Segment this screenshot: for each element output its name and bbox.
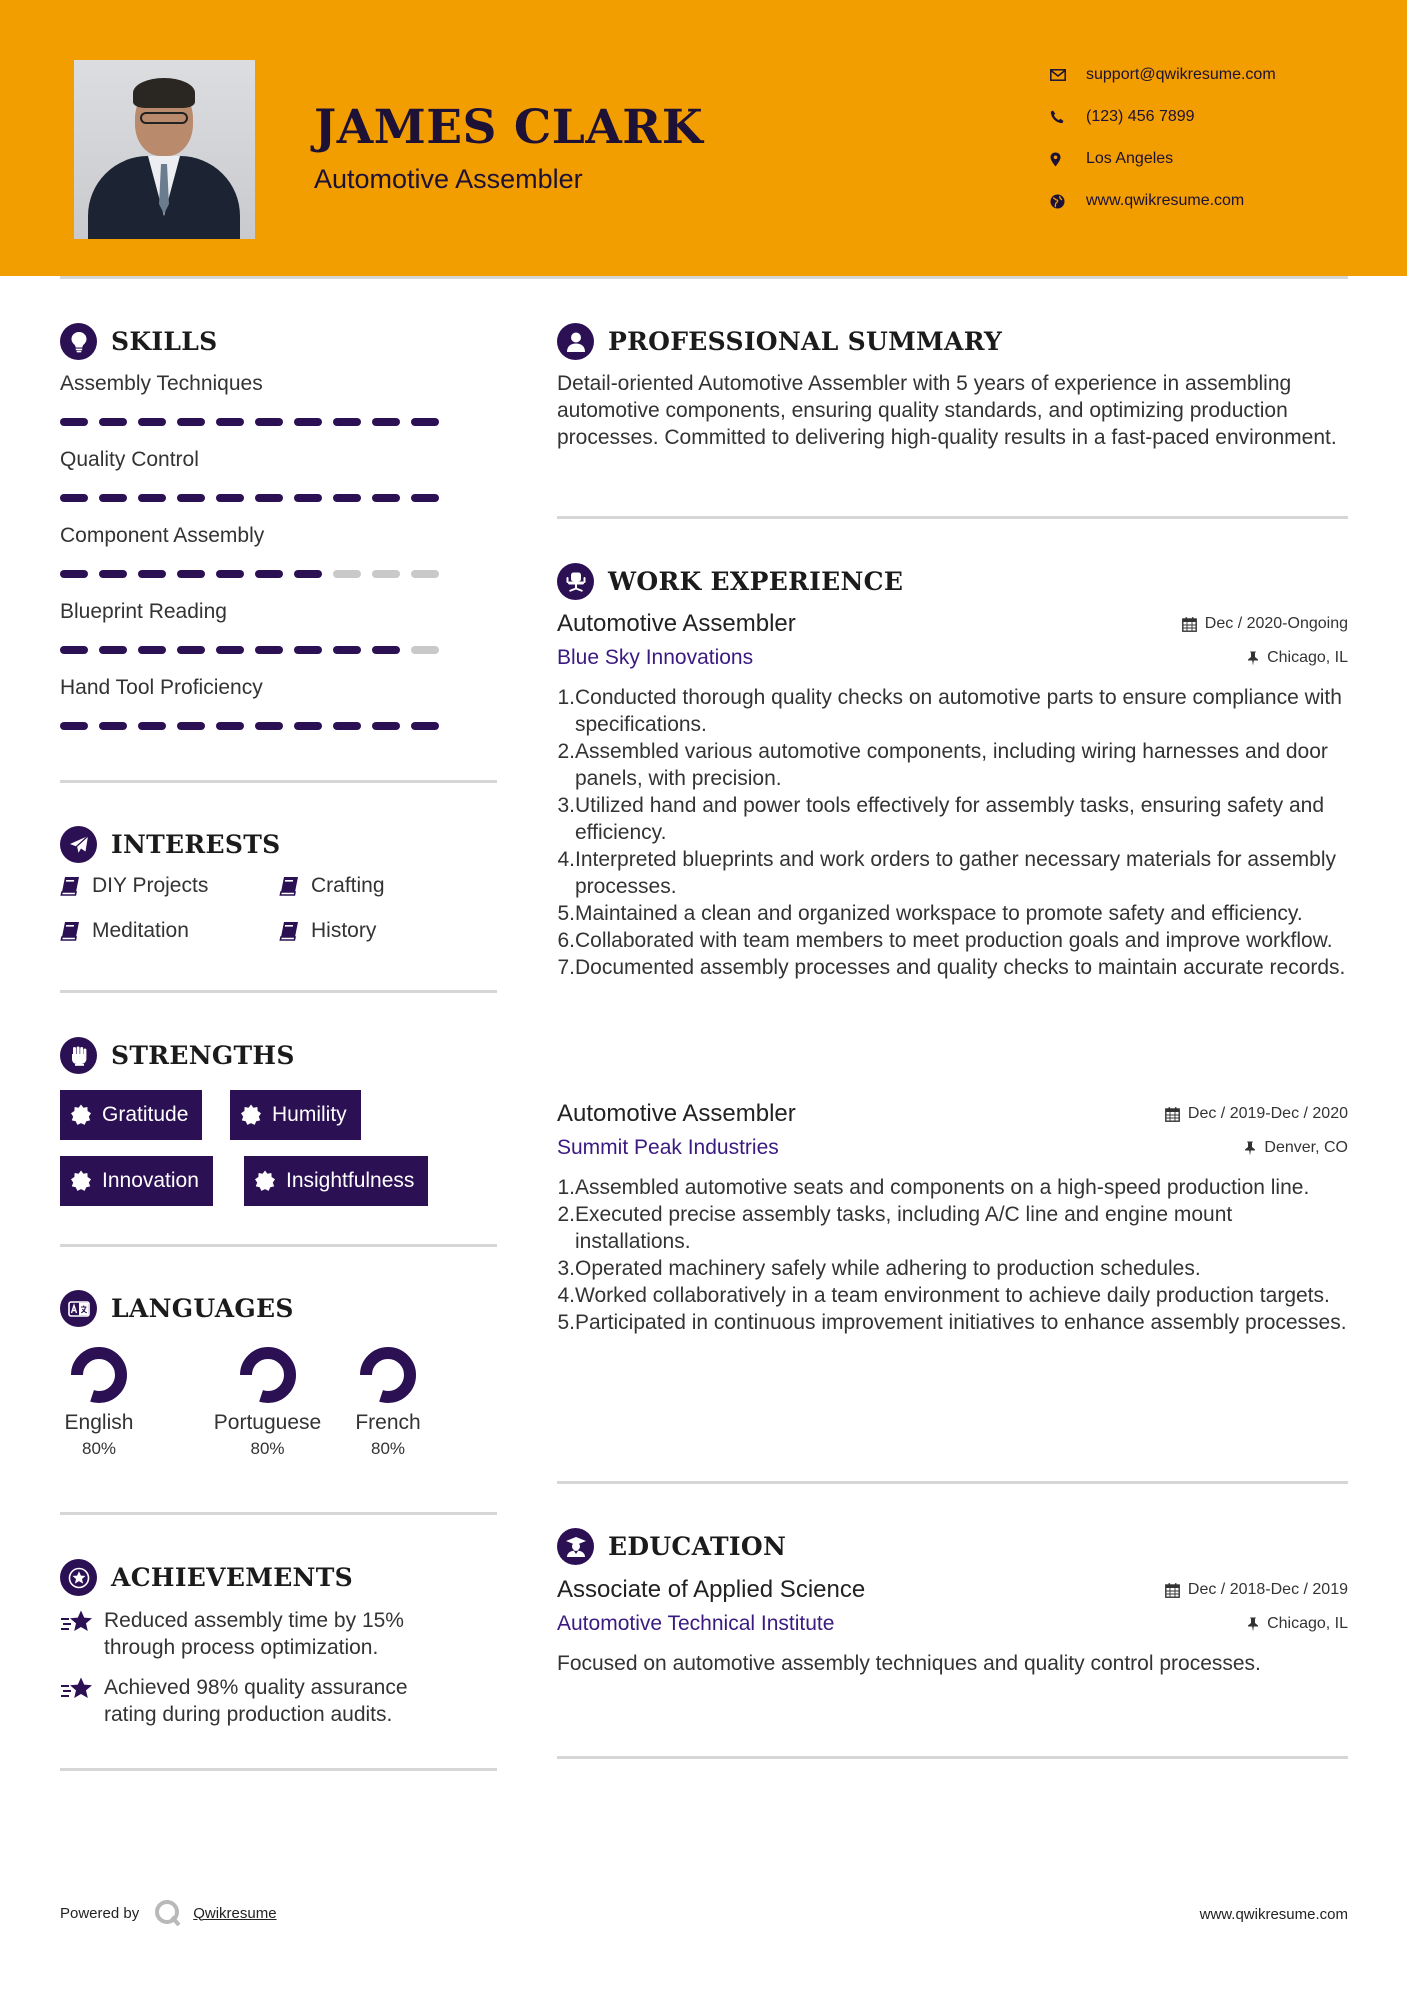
job-bullets — [557, 684, 1348, 981]
office-chair-icon — [557, 563, 594, 600]
section-divider — [60, 990, 497, 993]
skill-level-dot — [333, 570, 361, 578]
skill-level-dot — [255, 646, 283, 654]
map-pin-icon — [1050, 152, 1086, 167]
job-location-text: Chicago, IL — [1267, 649, 1348, 666]
skill-level-dot — [177, 494, 205, 502]
section-divider — [60, 1244, 497, 1247]
skill-level-dot — [177, 570, 205, 578]
job-role: Automotive Assembler — [557, 1100, 796, 1127]
section-divider — [557, 1756, 1348, 1759]
school-name: Automotive Technical Institute — [557, 1612, 835, 1635]
candidate-name: JAMES CLARK — [314, 100, 704, 155]
education-title: EDUCATION — [608, 1532, 787, 1561]
job-entry — [557, 1100, 1348, 1336]
contact-phone-text: (123) 456 7899 — [1086, 108, 1195, 125]
calendar-icon — [1165, 1583, 1180, 1598]
skill-level-dot — [411, 646, 439, 654]
job-bullet: 4. Worked collaboratively in a team environment to achieve daily production targets. — [557, 1284, 1330, 1307]
interest-item — [279, 874, 385, 898]
skill-level-dot — [333, 722, 361, 730]
job-date-text: Dec / 2019-Dec / 2020 — [1187, 1105, 1348, 1122]
strength-chip — [60, 1156, 213, 1206]
section-divider — [557, 516, 1348, 519]
powered-by-label: Powered by — [60, 1904, 140, 1922]
skill-level-dot — [99, 646, 127, 654]
phone-icon — [1050, 110, 1086, 124]
job-role: Automotive Assembler — [557, 610, 796, 637]
company-name: Blue Sky Innovations — [557, 646, 754, 669]
skill-level-dot — [216, 570, 244, 578]
language-name: Portuguese — [213, 1411, 322, 1434]
strengths-title: STRENGTHS — [111, 1041, 295, 1070]
education-entry — [557, 1576, 1348, 1677]
lightbulb-icon — [60, 323, 97, 360]
strength-label: Gratitude — [102, 1103, 189, 1126]
skill-level-dot — [255, 418, 283, 426]
interest-item — [279, 919, 376, 943]
skill-level-dot — [216, 494, 244, 502]
experience-title: WORK EXPERIENCE — [608, 567, 904, 596]
skill-level-dot — [372, 494, 400, 502]
skill-level-dot — [177, 722, 205, 730]
skill-level-dot — [411, 494, 439, 502]
contact-website-text: www.qwikresume.com — [1086, 192, 1245, 209]
skill-level-dot — [216, 646, 244, 654]
skill-level-dot — [177, 646, 205, 654]
job-location — [1244, 1139, 1348, 1157]
skill-level-dot — [138, 418, 166, 426]
education-heading — [557, 1528, 786, 1565]
star-icon — [60, 1609, 94, 1635]
header-divider — [60, 276, 1348, 279]
qwikresume-logo-icon — [153, 1898, 183, 1928]
strength-chip — [244, 1156, 428, 1206]
education-degree: Associate of Applied Science — [557, 1576, 866, 1603]
job-location-text: Denver, CO — [1264, 1139, 1348, 1156]
strength-chip — [230, 1090, 361, 1140]
skills-heading — [60, 323, 218, 360]
section-divider — [557, 1481, 1348, 1484]
language-percent: 80% — [370, 1439, 406, 1458]
badge-icon — [70, 1170, 92, 1192]
section-divider — [60, 1512, 497, 1515]
skill-level-dot — [333, 418, 361, 426]
interests-heading — [60, 826, 280, 863]
qwikresume-link[interactable]: Qwikresume — [193, 1904, 277, 1922]
pushpin-icon — [1247, 1617, 1259, 1632]
languages-title: LANGUAGES — [111, 1294, 294, 1323]
skill-level-dot — [255, 722, 283, 730]
skill-label: Hand Tool Proficiency — [60, 676, 263, 699]
language-percent: 80% — [250, 1439, 285, 1458]
job-bullet: 4. Interpreted blueprints and work orders to gather necessary materials for assembly processes. — [557, 848, 1337, 898]
book-icon — [60, 921, 80, 941]
job-bullet: 1. Assembled automotive seats and components on a high-speed production line. — [557, 1176, 1310, 1199]
skill-level-dot — [138, 494, 166, 502]
skill-level-dot — [216, 722, 244, 730]
section-divider — [60, 780, 497, 783]
badge-icon — [240, 1104, 262, 1126]
skill-level-bar — [60, 722, 450, 730]
job-bullet: 6. Collaborated with team members to meet production goals and improve workflow. — [557, 929, 1333, 952]
skill-level-dot — [99, 722, 127, 730]
footer-website[interactable]: www.qwikresume.com — [1199, 1906, 1348, 1923]
skill-label: Quality Control — [60, 448, 199, 471]
skill-item — [60, 676, 450, 730]
skill-item — [60, 448, 450, 502]
skill-level-dot — [99, 418, 127, 426]
job-date — [1165, 1105, 1348, 1123]
strength-label: Insightfulness — [286, 1169, 415, 1192]
contact-email[interactable] — [1050, 54, 1276, 96]
education-description: Focused on automotive assembly techniques and quality control processes. — [557, 1652, 1261, 1675]
skill-level-dot — [255, 494, 283, 502]
skill-label: Blueprint Reading — [60, 600, 227, 623]
interest-label: History — [311, 919, 377, 942]
job-bullet: 5. Maintained a clean and organized workspace to promote safety and efficiency. — [557, 902, 1303, 925]
strength-chip — [60, 1090, 202, 1140]
education-location — [1247, 1615, 1348, 1633]
interests-title: INTERESTS — [111, 830, 281, 859]
skill-level-dot — [138, 722, 166, 730]
skill-level-dot — [138, 646, 166, 654]
achievement-item — [60, 1607, 460, 1661]
badge-icon — [70, 1104, 92, 1126]
book-icon — [60, 876, 80, 896]
footer-powered-by — [60, 1898, 277, 1928]
education-location-text: Chicago, IL — [1267, 1615, 1348, 1632]
star-icon — [60, 1676, 94, 1702]
graduate-icon — [557, 1528, 594, 1565]
interest-label: Meditation — [92, 919, 189, 942]
achievements-title: ACHIEVEMENTS — [111, 1563, 353, 1592]
skill-label: Assembly Techniques — [60, 372, 263, 395]
strengths-heading — [60, 1037, 295, 1074]
skill-level-dot — [372, 570, 400, 578]
job-bullets — [557, 1174, 1348, 1336]
contact-location-text: Los Angeles — [1086, 150, 1174, 167]
skill-level-dot — [372, 722, 400, 730]
skill-level-dot — [138, 570, 166, 578]
interest-item — [60, 919, 189, 943]
pushpin-icon — [1244, 1141, 1256, 1156]
company-name: Summit Peak Industries — [557, 1136, 779, 1159]
job-bullet: 7. Documented assembly processes and quality checks to maintain accurate records. — [557, 956, 1346, 979]
skill-item — [60, 372, 450, 426]
job-bullet: 2. Assembled various automotive components, including wiring harnesses and door panels, with precision. — [557, 740, 1328, 790]
book-icon — [279, 876, 299, 896]
skill-level-dot — [60, 418, 88, 426]
contact-location — [1050, 138, 1276, 180]
interest-label: DIY Projects — [92, 874, 209, 897]
job-date — [1182, 615, 1348, 633]
language-proficiency-ring — [69, 1345, 129, 1405]
skills-title: SKILLS — [111, 327, 218, 356]
achievement-text: Reduced assembly time by 15% through process optimization. — [104, 1609, 404, 1659]
skill-level-dot — [255, 570, 283, 578]
calendar-icon — [1182, 617, 1197, 632]
interest-item — [60, 874, 208, 898]
achievements-heading — [60, 1559, 353, 1596]
skill-level-dot — [294, 494, 322, 502]
contact-email-text: support@qwikresume.com — [1086, 66, 1276, 83]
education-date-text: Dec / 2018-Dec / 2019 — [1187, 1581, 1348, 1598]
candidate-title: Automotive Assembler — [314, 164, 583, 194]
language-percent: 80% — [81, 1439, 117, 1458]
strength-label: Humility — [272, 1103, 347, 1126]
language-proficiency-ring — [238, 1345, 298, 1405]
skill-level-bar — [60, 494, 450, 502]
strength-label: Innovation — [102, 1169, 199, 1192]
job-bullet: 1. Conducted thorough quality checks on automotive parts to ensure compliance with specifications. — [557, 686, 1342, 736]
summary-title: PROFESSIONAL SUMMARY — [608, 327, 1003, 356]
skill-level-dot — [294, 418, 322, 426]
skill-item — [60, 524, 450, 578]
skill-level-dot — [99, 570, 127, 578]
language-icon — [60, 1290, 97, 1327]
language-name: French — [355, 1411, 421, 1434]
language-proficiency-ring — [358, 1345, 418, 1405]
raised-fist-icon — [60, 1037, 97, 1074]
skill-level-dot — [333, 646, 361, 654]
achievement-text: Achieved 98% quality assurance rating during production audits. — [104, 1676, 408, 1726]
star-badge-icon — [60, 1559, 97, 1596]
education-date — [1165, 1581, 1348, 1599]
user-icon — [557, 323, 594, 360]
calendar-icon — [1165, 1107, 1180, 1122]
skill-level-bar — [60, 570, 450, 578]
interest-label: Crafting — [311, 874, 385, 897]
section-divider — [60, 1768, 497, 1771]
achievement-item — [60, 1674, 460, 1728]
job-bullet: 2. Executed precise assembly tasks, including A/C line and engine mount installations. — [557, 1203, 1233, 1253]
skill-level-dot — [294, 570, 322, 578]
skill-level-dot — [372, 646, 400, 654]
skill-level-dot — [294, 722, 322, 730]
skill-item — [60, 600, 450, 654]
skill-level-dot — [60, 494, 88, 502]
language-ring-arc — [366, 1353, 410, 1397]
language-name: English — [64, 1411, 134, 1434]
skill-level-dot — [60, 722, 88, 730]
skill-level-dot — [177, 418, 205, 426]
envelope-icon — [1050, 69, 1086, 81]
badge-icon — [254, 1170, 276, 1192]
job-bullet: 3. Utilized hand and power tools effectively for assembly tasks, ensuring safety and efficiency. — [557, 794, 1325, 844]
experience-heading — [557, 563, 903, 600]
skill-label: Component Assembly — [60, 524, 265, 547]
skill-level-dot — [411, 418, 439, 426]
summary-text: Detail-oriented Automotive Assembler with 5 years of experience in assembling automotive components, ensuring quality standards, and optimizing production processes. Committed to delivering high-quality results in a fast-paced environment. — [557, 372, 1337, 449]
skill-level-dot — [411, 570, 439, 578]
skill-level-dot — [60, 646, 88, 654]
languages-heading — [60, 1290, 294, 1327]
job-date-text: Dec / 2020-Ongoing — [1204, 615, 1348, 632]
job-bullet: 5. Participated in continuous improvement initiatives to enhance assembly processes. — [557, 1311, 1347, 1334]
language-item — [347, 1345, 429, 1459]
skill-level-dot — [411, 722, 439, 730]
skill-level-dot — [216, 418, 244, 426]
job-entry — [557, 610, 1348, 981]
resume-header — [0, 0, 1407, 276]
skill-level-dot — [294, 646, 322, 654]
skill-level-dot — [333, 494, 361, 502]
skill-level-dot — [372, 418, 400, 426]
book-icon — [279, 921, 299, 941]
job-bullet: 3. Operated machinery safely while adhering to production schedules. — [557, 1257, 1201, 1280]
paper-plane-icon — [60, 826, 97, 863]
language-ring-arc — [77, 1353, 121, 1397]
language-item — [60, 1345, 138, 1459]
skill-level-bar — [60, 418, 450, 426]
skill-level-bar — [60, 646, 450, 654]
contact-website[interactable] — [1050, 180, 1276, 222]
skill-level-dot — [99, 494, 127, 502]
summary-heading — [557, 323, 1002, 360]
pushpin-icon — [1247, 651, 1259, 666]
job-location — [1247, 649, 1348, 667]
contact-phone[interactable] — [1050, 96, 1276, 138]
profile-photo — [74, 60, 255, 239]
language-item — [205, 1345, 330, 1459]
skill-level-dot — [60, 570, 88, 578]
contact-block — [1050, 54, 1276, 222]
language-ring-arc — [246, 1353, 290, 1397]
globe-icon — [1050, 194, 1086, 209]
